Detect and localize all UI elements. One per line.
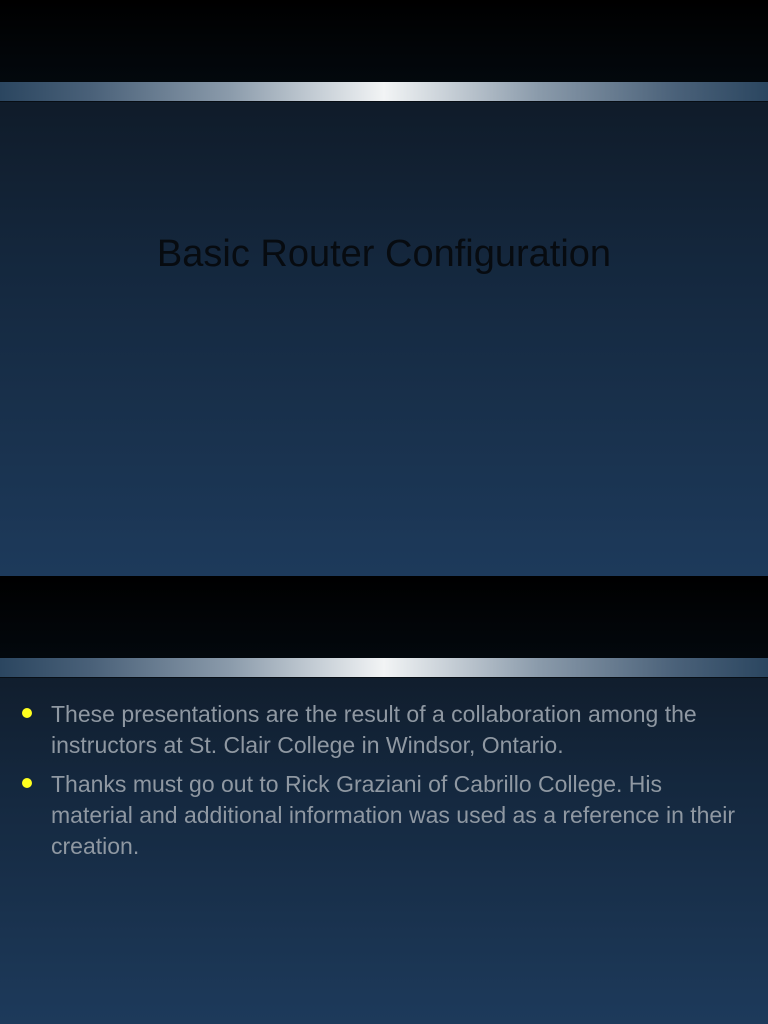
chrome-divider-bar (0, 658, 768, 677)
bullet-text: These presentations are the result of a collaboration among the instructors at St. Clair College in Windsor, Ontario. (51, 701, 697, 758)
bullet-text: Thanks must go out to Rick Graziani of Cabrillo College. His material and additional information was used as a reference in their creation. (51, 771, 735, 859)
header-band (0, 0, 768, 82)
header-band (0, 576, 768, 658)
chrome-divider-bar (0, 82, 768, 101)
slide-title: Basic Router Configuration (156, 233, 612, 275)
content-slide (0, 576, 768, 1024)
bullet-item (20, 699, 740, 761)
bullet-dot-icon (22, 708, 32, 718)
bullet-item (20, 769, 740, 862)
bullet-dot-icon (22, 778, 32, 788)
bullet-list (20, 699, 740, 870)
